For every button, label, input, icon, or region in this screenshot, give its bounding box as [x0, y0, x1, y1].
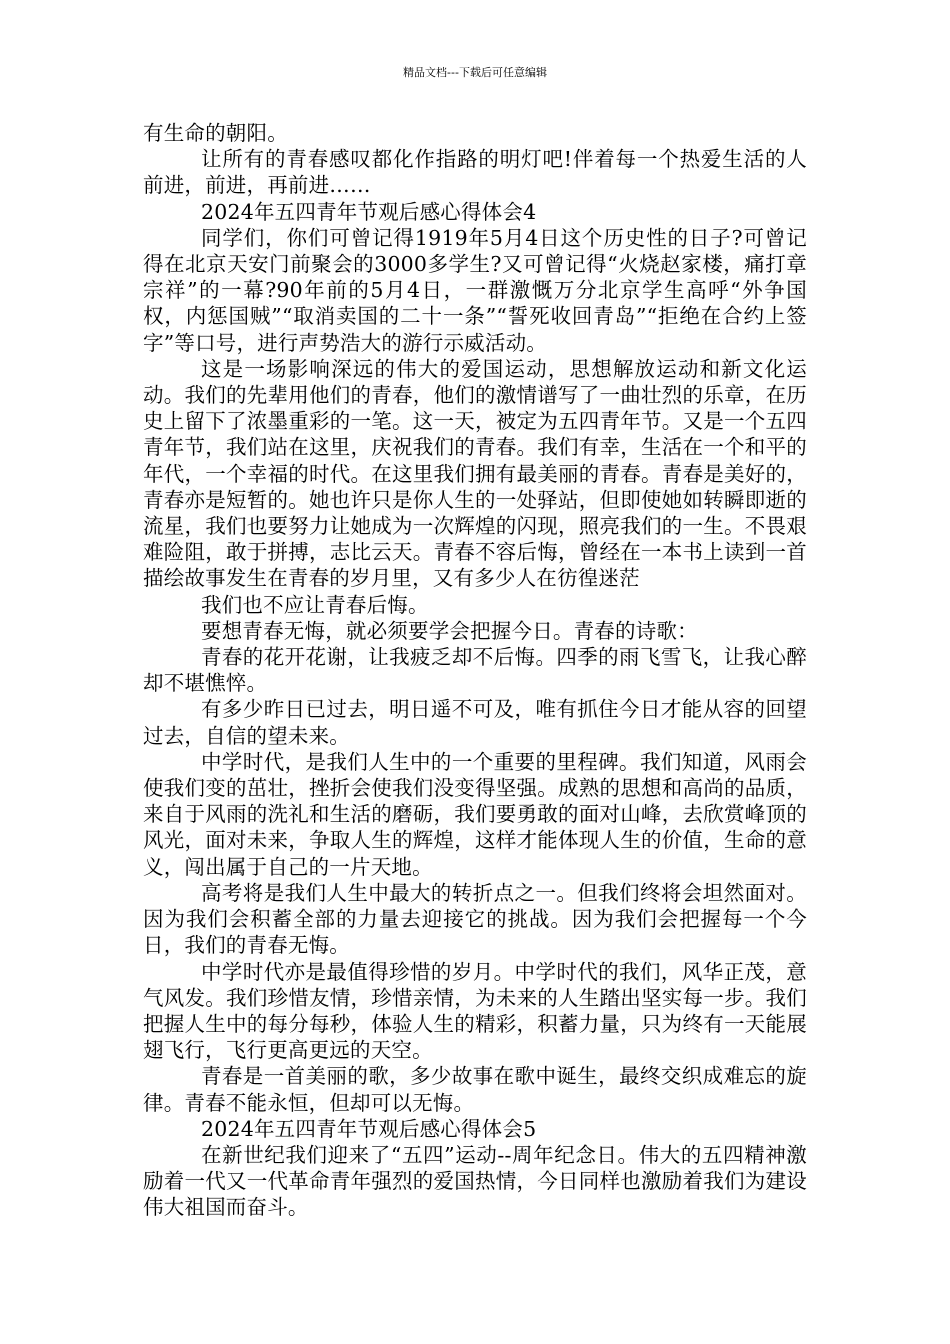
paragraph: 中学时代，是我们人生中的一个重要的里程碑。我们知道，风雨会使我们变的茁壮，挫折会使我们没变得坚强。成熟的思想和高尚的品质，来自于风雨的洗礼和生活的磨砺，我们要勇敢的面对山峰，去欣赏峰顶的风光，面对未来，争取人生的辉煌，这样才能体现人生的价值，生命的意义，闯出属于自己的一片天地。: [143, 749, 807, 879]
paragraph: 同学们，你们可曾记得1919年5月4日这个历史性的日子?可曾记得在北京天安门前聚会的3000多学生?又可曾记得“火烧赵家楼，痛打章宗祥”的一幕?90年前的5月4日，一群激慨万分北京学生高呼“外争国权，内惩国贼”“取消卖国的二十一条”“誓死收回青岛”“拒绝在合约上签字”等口号，进行声势浩大的游行示威活动。: [143, 225, 807, 355]
paragraph: 让所有的青春感叹都化作指路的明灯吧!伴着每一个热爱生活的人前进，前进，再前进……: [143, 147, 807, 198]
paragraph: 有多少昨日已过去，明日遥不可及，唯有抓住今日才能从容的回望过去，自信的望未来。: [143, 697, 807, 748]
paragraph: 这是一场影响深远的伟大的爱国运动，思想解放运动和新文化运动。我们的先辈用他们的青春，他们的激情谱写了一曲壮烈的乐章，在历史上留下了浓墨重彩的一笔。这一天，被定为五四青年节。又是一个五四青年节，我们站在这里，庆祝我们的青春。我们有幸，生活在一个和平的年代，一个幸福的时代。在这里我们拥有最美丽的青春。青春是美好的，青春亦是短暂的。她也许只是你人生的一处驿站，但即使她如转瞬即逝的流星，我们也要努力让她成为一次辉煌的闪现，照亮我们的一生。不畏艰难险阻，敢于拼搏，志比云天。青春不容后悔，曾经在一本书上读到一首描绘故事发生在青春的岁月里，又有多少人在彷徨迷茫: [143, 356, 807, 591]
paragraph: 要想青春无悔，就必须要学会把握今日。青春的诗歌：: [201, 618, 698, 643]
paragraph: 在新世纪我们迎来了“五四”运动--周年纪念日。伟大的五四精神激励着一代又一代革命青年强烈的爱国热情，今日同样也激励着我们为建设伟大祖国而奋斗。: [143, 1142, 807, 1220]
section-heading: 2024年五四青年节观后感心得体会5: [201, 1116, 537, 1141]
paragraph: 青春是一首美丽的歌，多少故事在歌中诞生，最终交织成难忘的旋律。青春不能永恒，但却可以无悔。: [143, 1064, 807, 1115]
document-body: [143, 120, 807, 1221]
section-heading: 2024年五四青年节观后感心得体会4: [201, 199, 537, 224]
page-header: 精品文档---下载后可任意编辑: [403, 66, 547, 79]
paragraph: 有生命的朝阳。: [143, 121, 288, 145]
paragraph: 我们也不应让青春后悔。: [201, 592, 429, 617]
paragraph: 青春的花开花谢，让我疲乏却不后悔。四季的雨飞雪飞，让我心醉却不堪憔悴。: [143, 645, 807, 696]
paragraph: 高考将是我们人生中最大的转折点之一。但我们终将会坦然面对。因为我们会积蓄全部的力量去迎接它的挑战。因为我们会把握每一个今日，我们的青春无悔。: [143, 880, 807, 958]
paragraph: 中学时代亦是最值得珍惜的岁月。中学时代的我们，风华正茂，意气风发。我们珍惜友情，珍惜亲情，为未来的人生踏出坚实每一步。我们把握人生中的每分每秒，体验人生的精彩，积蓄力量，只为终有一天能展翅飞行，飞行更高更远的天空。: [143, 959, 807, 1063]
